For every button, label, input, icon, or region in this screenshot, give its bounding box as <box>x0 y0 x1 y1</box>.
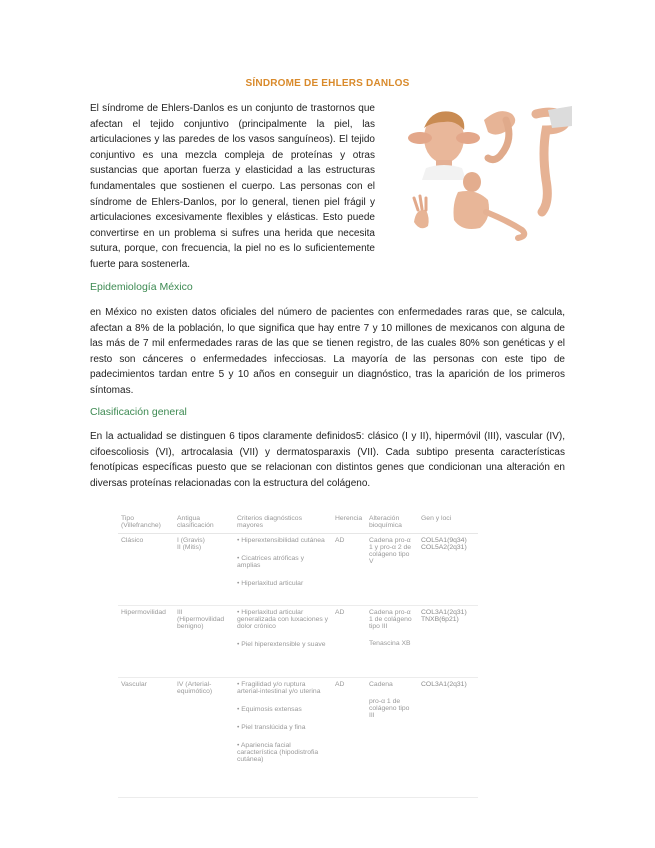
criterio-item: • Hiperlaxitud articular generalizada con luxaciones y dolor crónico <box>237 609 329 630</box>
stretched-ear-left <box>408 132 432 144</box>
table-row <box>118 606 478 678</box>
intro-paragraph <box>90 101 375 273</box>
cell-antigua: III (Hipermovilidad benigno) <box>177 609 225 630</box>
epidemiologia-paragraph <box>90 305 565 399</box>
header-herencia: Herencia <box>335 515 363 522</box>
header-bioquimica: Alteración bioquímica <box>369 515 402 529</box>
cell-herencia: AD <box>335 609 345 616</box>
child-head <box>463 172 481 192</box>
document-title: SÍNDROME DE EHLERS DANLOS <box>245 78 410 89</box>
clasificacion-paragraph <box>90 429 565 491</box>
cell-antigua: IV (Arterial-equimótico) <box>177 681 213 695</box>
cell-bioquimica <box>366 678 418 798</box>
epidemiologia-text: en México no existen datos oficiales del número de pacientes con enfermedades raras que, se calcula, afectan a 8% de la población, lo que significa que hay entre 7 y 10 millones de mexicanos con alguna de las más de 7 mil enfermedades raras de las que se tienen registro, de las cuales 80% son genéticas y el resto son cánceres o enfermedades infecciosas. La mayoría de las personas con este tipo de padecimientos tardan entre 5 y 10 años en conseguir un diagnóstico, tras la aparición de los primeros síntomas. <box>90 307 565 396</box>
cell-tipo: Clásico <box>121 537 144 544</box>
criterio-item: • Fragilidad y/o ruptura arterial-intestinal y/o uterina <box>237 681 321 695</box>
stretched-ear-right <box>456 132 480 144</box>
cell-herencia: AD <box>335 537 345 544</box>
cell-bioquimica <box>366 606 418 678</box>
ehlers-danlos-illustration <box>396 100 574 246</box>
heading-epidemiologia: Epidemiología México <box>90 281 193 293</box>
table-header-row <box>118 512 478 534</box>
cell-criterios <box>234 534 332 606</box>
cell-tipo: Hipermovilidad <box>121 609 166 616</box>
bioquimica-item: Cadena pro-α 1 y pro-α 2 de colágeno tipo V <box>369 537 412 565</box>
hyperextended-leg <box>536 112 566 212</box>
cell-gen: COL5A1(9q34) COL5A2(2q31) <box>421 537 467 551</box>
classification-table <box>118 512 478 798</box>
child-body <box>454 191 490 229</box>
cell-criterios <box>234 606 332 678</box>
bioquimica-item: Tenascina XB <box>369 640 411 647</box>
header-gen: Gen y loci <box>421 515 452 522</box>
table-row <box>118 534 478 606</box>
classification-table-grid <box>118 512 478 798</box>
cell-bioquimica <box>366 534 418 606</box>
bioquimica-item: Cadena <box>369 681 393 688</box>
criterio-item: • Piel hiperextensible y suave <box>237 641 326 648</box>
criterio-item: • Hiperlaxitud articular <box>237 580 304 587</box>
criterio-item: • Cicatrices atróficas y amplias <box>237 555 304 569</box>
criterio-item: • Apariencia facial característica (hipodistrofia cutánea) <box>237 742 319 763</box>
intro-text: El síndrome de Ehlers-Danlos es un conjunto de trastornos que afectan el tejido conjuntivo (principalmente la piel, las articulaciones y las paredes de los vasos sanguíneos). El tejido conjuntivo es una mezcla compleja de proteínas y otras sustancias que aportan fuerza y elasticidad a las estructuras fundamentales que sostienen el cuerpo. Las personas con el síndrome de Ehlers-Danlos, por lo general, tienen piel frágil y articulaciones excesivamente flexibles y elásticas. Esto puede convertirse en un problema si sufres una herida que necesita sutura, porque, con frecuencia, la piel no es lo suficientemente fuerte para sostenerla. <box>90 103 375 270</box>
bioquimica-item: pro-α 1 de colágeno tipo III <box>369 698 410 719</box>
criterio-item: • Hiperextensibilidad cutánea <box>237 537 325 544</box>
criterio-item: • Equimosis extensas <box>237 706 302 713</box>
cell-gen: COL3A1(2q31) <box>421 681 467 688</box>
header-antigua: Antigua clasificación <box>177 515 214 529</box>
heading-clasificacion: Clasificación general <box>90 406 187 418</box>
cell-gen: COL3A1(2q31) TNXB(6p21) <box>421 609 467 623</box>
cell-antigua: I (Gravis) II (Mitis) <box>177 537 205 551</box>
table-row <box>118 678 478 798</box>
cell-tipo: Vascular <box>121 681 147 688</box>
criterio-item: • Piel translúcida y fina <box>237 724 306 731</box>
clasificacion-text: En la actualidad se distinguen 6 tipos claramente definidos5: clásico (I y II), hipermóvil (III), vascular (IV), cifoescoliosis (VI), artrocalasia (VII) y dermatosparaxis (VII). Cada subtipo presenta características fenotípicas específicas puesto que se relacionan con distintos genes que condicionan una alteración en diversas proteínas relacionadas con la estructura del colágeno. <box>90 431 565 489</box>
header-tipo: Tipo (Villefranche) <box>121 515 161 529</box>
cell-herencia: AD <box>335 681 345 688</box>
bioquimica-item: Cadena pro-α 1 de colágeno tipo III <box>369 609 412 630</box>
hyperextended-hand <box>414 210 429 229</box>
header-criterios: Criterios diagnósticos mayores <box>237 515 302 529</box>
cell-criterios <box>234 678 332 798</box>
